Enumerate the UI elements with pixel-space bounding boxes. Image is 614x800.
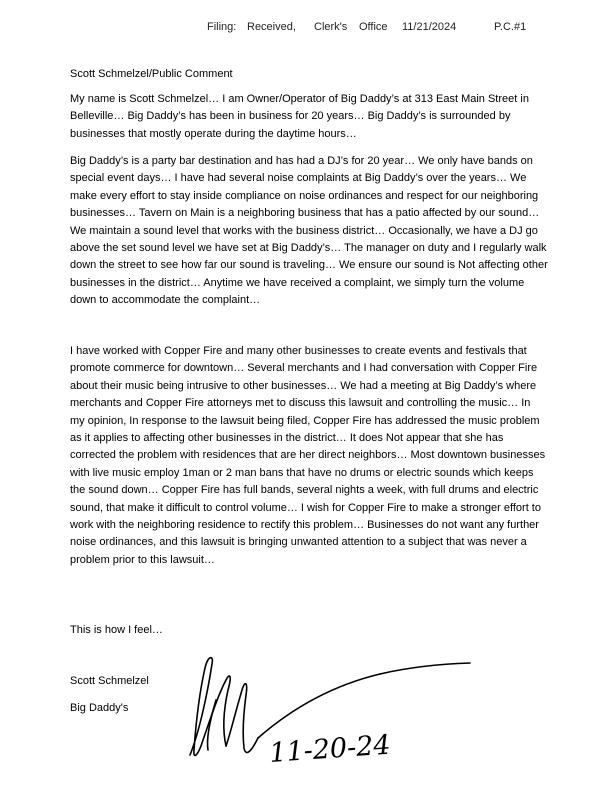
signature-date: 11-20-24 bbox=[268, 729, 392, 769]
paragraph-text: I have worked with Copper Fire and many other businesses to create events and festivals that promote commerce for downtown… Several merchants and I had conversation with Copper Fire about their music being intrusive to other businesses… We had a meeting at Big Daddy’s where merchants and Copper Fire attorneys met to discuss this lawsuit and controlling the music… In my opinion, In response to the lawsuit being filed, Copper Fire has addressed the music problem as it applies to affecting other businesses in the district… It does Not appear that she has corrected the problem with residences that are her direct neighbors… Most downtown businesses with live music employ 1man or 2 man bans that have no drums or electric sounds which keeps the sound down… Copper Fire has full bands, several nights a week, with full drums and electric sound, that make it difficult to control volume… I wish for Copper Fire to make a stronger effort to work with the neighboring residence to rectify this problem… Businesses do not want any further noise ordinances, and this lawsuit is bringing unwanted attention to a subject that was never a problem prior to this lawsuit… bbox=[70, 345, 546, 566]
paragraph-text: Big Daddy’s is a party bar destination and has had a DJ’s for 20 year… We only have bands on special event days… I have had several noise complaints at Big Daddy’s over the years… We make every effort to stay inside compliance on noise ordinances and respect for our neighboring businesses… Tavern on Main is a neighboring business that has a patio affected by our sound… We maintain a sound level that works with the business district… Occasionally, we have a DJ go above the set sound level we have set at Big Daddy’s… The manager on duty and I regularly walk down the street to see how far our sound is traveling… We ensure our sound is Not affecting other businesses in the district… Anytime we have received a complaint, we simply turn the volume down to accommodate the complaint… bbox=[70, 155, 548, 307]
paragraph-text: My name is Scott Schmelzel… I am Owner/Operator of Big Daddy’s at 313 East Main Street in Belleville… Big Daddy’s has been in business for 20 years… Big Daddy’s is surrounded by businesses that mostly operate during the daytime hours… bbox=[70, 93, 529, 140]
document-title: Scott Schmelzel/Public Comment bbox=[70, 68, 233, 80]
paragraph-noise-compliance bbox=[70, 153, 548, 310]
clerks-label: Clerk's bbox=[314, 21, 348, 33]
office-label: Office bbox=[359, 21, 388, 33]
signer-name: Scott Schmelzel bbox=[70, 675, 149, 687]
filing-label: Filing: bbox=[207, 21, 237, 33]
paragraph-copper-fire bbox=[70, 343, 548, 569]
signature-drawing bbox=[170, 650, 510, 780]
filing-header bbox=[0, 21, 614, 37]
paragraph-introduction bbox=[70, 91, 548, 143]
received-label: Received, bbox=[247, 21, 296, 33]
public-comment-number: P.C.#1 bbox=[494, 21, 527, 33]
filing-date: 11/21/2024 bbox=[402, 21, 457, 33]
closing-line: This is how I feel… bbox=[70, 624, 163, 636]
signer-company: Big Daddy's bbox=[70, 702, 129, 714]
handwritten-signature bbox=[170, 650, 510, 780]
